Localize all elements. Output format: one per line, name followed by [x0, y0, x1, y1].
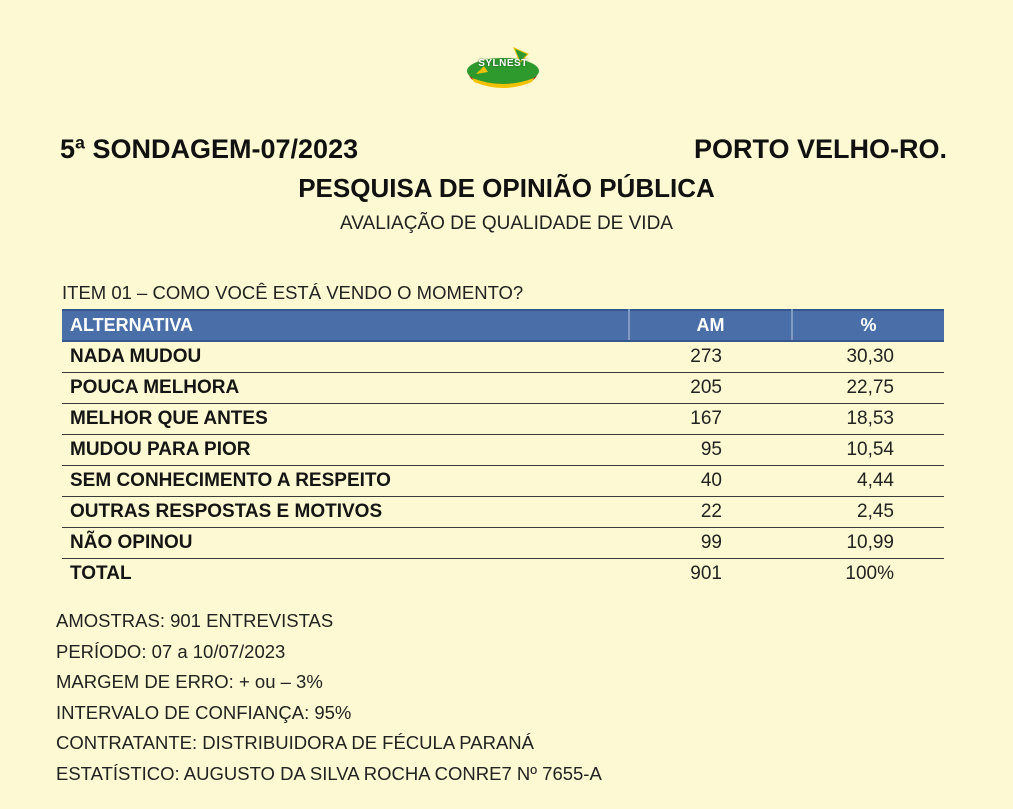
cell-alternative: MELHOR QUE ANTES — [62, 404, 629, 435]
company-logo — [462, 44, 544, 92]
table-row — [62, 528, 944, 559]
cell-percent: 30,30 — [792, 341, 944, 373]
table-total-row — [62, 559, 944, 590]
table-row — [62, 435, 944, 466]
cell-total-count: 901 — [690, 563, 722, 584]
header-alternativa: ALTERNATIVA — [62, 310, 629, 341]
cell-count: 205 — [629, 373, 792, 404]
note-samples: AMOSTRAS: 901 ENTREVISTAS — [56, 610, 334, 631]
table-row — [62, 373, 944, 404]
cell-percent: 10,54 — [792, 435, 944, 466]
cell-alternative: MUDOU PARA PIOR — [62, 435, 629, 466]
cell-count: 22 — [629, 497, 792, 528]
cell-total-percent: 100% — [845, 563, 894, 584]
cell-percent: 10,99 — [792, 528, 944, 559]
cell-alternative: OUTRAS RESPOSTAS E MOTIVOS — [62, 497, 629, 528]
cell-total-label: TOTAL — [70, 563, 132, 584]
cell-alternative: POUCA MELHORA — [62, 373, 629, 404]
note-statistician: ESTATÍSTICO: AUGUSTO DA SILVA ROCHA CONRE7 Nº 7655-A — [56, 762, 602, 784]
cell-percent: 4,44 — [792, 466, 944, 497]
cell-percent: 18,53 — [792, 404, 944, 435]
table-row — [62, 341, 944, 373]
table-row — [62, 466, 944, 497]
question-label: ITEM 01 – COMO VOCÊ ESTÁ VENDO O MOMENTO? — [62, 282, 524, 303]
table-row — [62, 497, 944, 528]
logo-text: SYLNEST — [478, 58, 528, 69]
cell-alternative: NÃO OPINOU — [62, 528, 629, 559]
cell-alternative: SEM CONHECIMENTO A RESPEITO — [62, 466, 629, 497]
note-margin-of-error: MARGEM DE ERRO: + ou – 3% — [56, 671, 323, 692]
table-row — [62, 404, 944, 435]
page-title: PESQUISA DE OPINIÃO PÚBLICA — [298, 173, 715, 203]
survey-location: PORTO VELHO-RO. — [693, 134, 947, 164]
results-table — [62, 309, 944, 589]
survey-notes — [56, 606, 602, 789]
cell-count: 167 — [629, 404, 792, 435]
cell-count: 95 — [629, 435, 792, 466]
survey-edition: 5ª SONDAGEM-07/2023 — [60, 134, 359, 164]
cell-count: 273 — [629, 341, 792, 373]
page-subtitle: AVALIAÇÃO DE QUALIDADE DE VIDA — [340, 213, 673, 234]
cell-percent: 2,45 — [792, 497, 944, 528]
cell-count: 99 — [629, 528, 792, 559]
note-confidence-interval: INTERVALO DE CONFIANÇA: 95% — [56, 701, 352, 723]
header-percent: % — [792, 310, 944, 341]
header-am: AM — [629, 310, 792, 341]
cell-alternative: NADA MUDOU — [62, 341, 629, 373]
cell-percent: 22,75 — [792, 373, 944, 404]
table-header-row — [62, 310, 944, 341]
cell-count: 40 — [629, 466, 792, 497]
note-period: PERÍODO: 07 a 10/07/2023 — [56, 640, 286, 662]
note-contractor: CONTRATANTE: DISTRIBUIDORA DE FÉCULA PARANÁ — [56, 732, 534, 753]
